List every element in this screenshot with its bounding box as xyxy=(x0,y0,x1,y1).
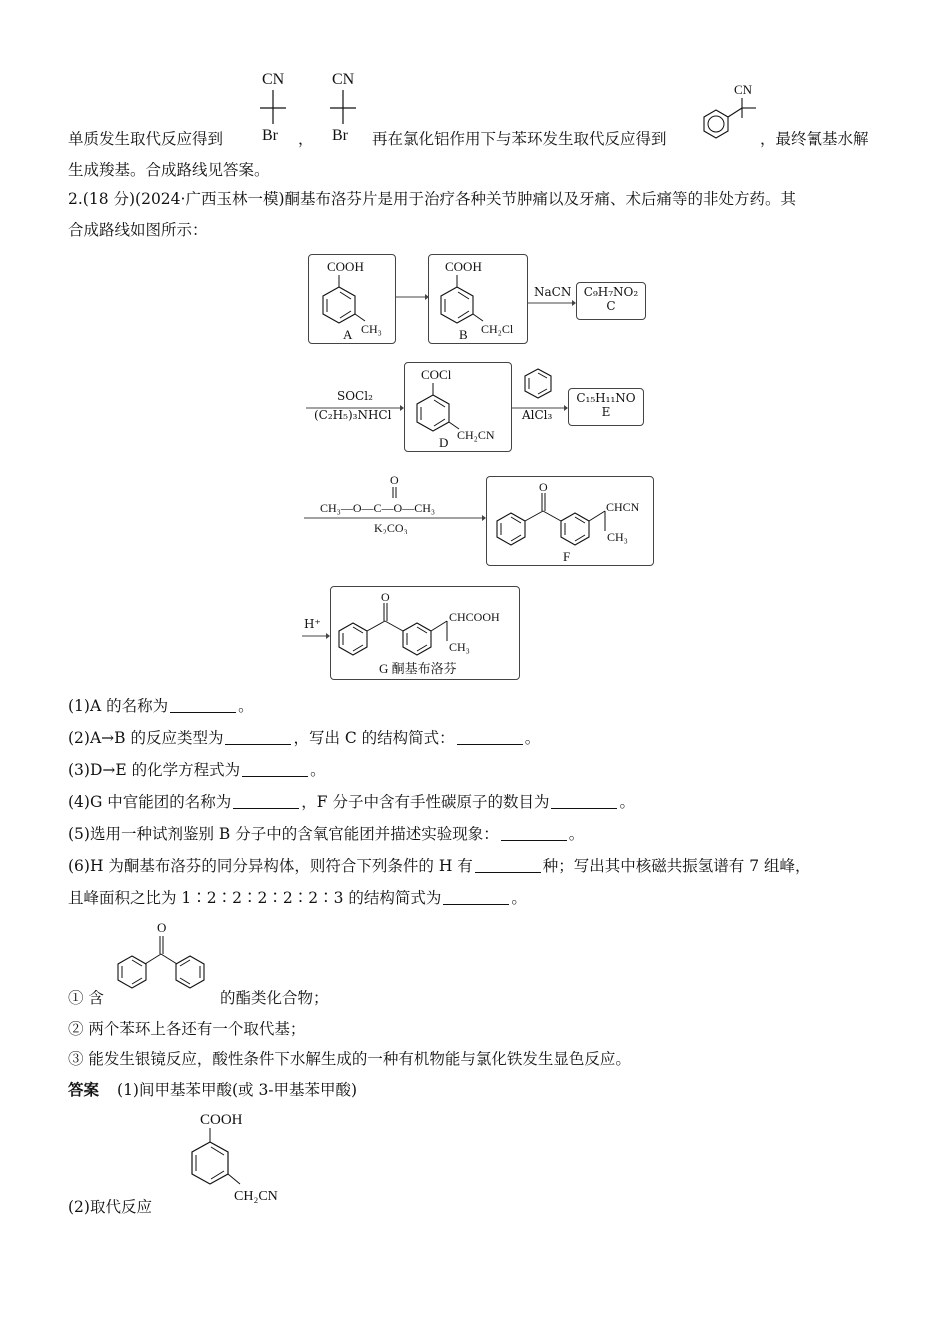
question-line-1: 2.(18 分)(2024·广西玉林一模)酮基布洛芬片是用于治疗各种关节肿痛以及牙痛、术后痛等的非处方药。其 xyxy=(68,190,797,208)
svg-text:COOH: COOH xyxy=(200,1112,243,1128)
compound-f-structure xyxy=(487,477,653,565)
compound-g-box xyxy=(330,586,520,680)
bromo-cyano-structure-2 xyxy=(318,66,368,146)
svg-text:F: F xyxy=(563,549,571,564)
svg-text:CN: CN xyxy=(734,82,753,97)
bromo-cyano-structure-1 xyxy=(248,66,298,146)
svg-text:CH₃: CH₃ xyxy=(607,530,628,544)
phenyl-cyano-structure xyxy=(700,80,760,142)
svg-text:G 酮基布洛芬: G 酮基布洛芬 xyxy=(379,661,457,676)
compound-e-formula: C₁₅H₁₁NO xyxy=(576,391,636,405)
svg-text:COOH: COOH xyxy=(327,259,364,274)
svg-text:CH₂Cl: CH₂Cl xyxy=(481,322,514,336)
subquestion-4: (4)G 中官能团的名称为 ，F 分子中含有手性碳原子的数目为 。 xyxy=(68,793,635,811)
reagent-h-plus: H⁺ xyxy=(304,617,321,631)
benzene-reagent-icon xyxy=(520,366,556,402)
arrow-e-f xyxy=(304,472,486,534)
answer-label: 答案 xyxy=(68,1080,100,1099)
condition-1-prefix: ① 含 xyxy=(68,989,104,1007)
svg-text:O: O xyxy=(381,590,390,604)
svg-text:COOH: COOH xyxy=(445,259,482,274)
answer-blank[interactable] xyxy=(457,730,523,745)
svg-text:CHCOOH: CHCOOH xyxy=(449,610,500,624)
svg-text:D: D xyxy=(439,435,449,450)
subquestion-2: (2)A→B 的反应类型为 ，写出 C 的结构简式： 。 xyxy=(68,729,541,747)
reagent-alcl3: AlCl₃ xyxy=(522,408,553,422)
subquestion-1: (1)A 的名称为 。 xyxy=(68,697,254,715)
answer-blank[interactable] xyxy=(551,794,617,809)
intro-line-1: 单质发生取代反应得到 xyxy=(68,130,224,148)
compound-f-box xyxy=(486,476,654,566)
intro-line-2: 生成羧基。合成路线见答案。 xyxy=(68,161,270,179)
answer-blank[interactable] xyxy=(242,762,308,777)
svg-text:B: B xyxy=(459,327,468,342)
arrow-a-b xyxy=(395,292,429,302)
cn-group-label: CN xyxy=(262,71,285,88)
intro-sep: ， xyxy=(298,130,314,148)
answer-c-structure xyxy=(180,1104,300,1208)
svg-text:CH₃: CH₃ xyxy=(449,640,470,654)
subquestion-6: (6)H 为酮基布洛芬的同分异构体，则符合下列条件的 H 有 种；写出其中核磁共振氢谱有 7 组峰， xyxy=(68,857,811,875)
svg-text:CHCN: CHCN xyxy=(606,500,640,514)
answer-blank[interactable] xyxy=(225,730,291,745)
svg-text:CH₃: CH₃ xyxy=(361,322,382,336)
reagent-nacn: NaCN xyxy=(534,285,572,299)
subquestion-3: (3)D→E 的化学方程式为 。 xyxy=(68,761,326,779)
answer-blank[interactable] xyxy=(170,698,236,713)
condition-2: ② 两个苯环上各还有一个取代基； xyxy=(68,1020,306,1038)
arrow-f-g xyxy=(302,631,330,641)
svg-text:O: O xyxy=(390,473,399,487)
svg-text:Br: Br xyxy=(332,127,348,144)
benzophenone-structure xyxy=(112,918,216,1006)
compound-e-label: E xyxy=(601,405,611,419)
compound-d-box xyxy=(404,362,512,452)
compound-c-label: C xyxy=(606,299,616,313)
br-group-label: Br xyxy=(262,127,278,144)
condition-3: ③ 能发生银镜反应，酸性条件下水解生成的一种有机物能与氯化铁发生显色反应。 xyxy=(68,1050,631,1068)
compound-c-box xyxy=(576,282,646,320)
compound-d-structure xyxy=(405,363,511,451)
svg-text:O: O xyxy=(539,480,548,494)
arrow-b-c xyxy=(528,298,576,308)
reagent-socl2: SOCl₂ xyxy=(337,389,373,403)
svg-text:CN: CN xyxy=(332,71,355,88)
compound-b-structure xyxy=(429,255,527,343)
svg-text:CH₃—O—C—O—CH₃: CH₃—O—C—O—CH₃ xyxy=(320,501,436,515)
svg-text:CH₂CN: CH₂CN xyxy=(457,428,495,442)
answer-line-1: 答案 (1)间甲基苯甲酸(或 3-甲基苯甲酸) xyxy=(68,1080,358,1099)
compound-a-structure xyxy=(309,255,395,343)
svg-text:O: O xyxy=(157,920,167,935)
answer-blank[interactable] xyxy=(233,794,299,809)
intro-line-1c: ，最终氰基水解 xyxy=(760,130,869,148)
compound-c-formula: C₉H₇NO₂ xyxy=(583,285,639,299)
reagent-amine-salt: (C₂H₅)₃NHCl xyxy=(314,408,392,422)
answer-blank[interactable] xyxy=(443,890,509,905)
answer-blank[interactable] xyxy=(475,858,541,873)
condition-1-suffix: 的酯类化合物； xyxy=(220,989,329,1007)
question-line-2: 合成路线如图所示： xyxy=(68,221,208,239)
svg-text:A: A xyxy=(343,327,353,342)
compound-a-box xyxy=(308,254,396,344)
svg-text:K₂CO₃: K₂CO₃ xyxy=(374,521,408,534)
svg-text:CH₂CN: CH₂CN xyxy=(234,1189,278,1204)
compound-b-box xyxy=(428,254,528,344)
intro-line-1b: 再在氯化铝作用下与苯环发生取代反应得到 xyxy=(372,130,667,148)
svg-text:COCl: COCl xyxy=(421,367,452,382)
answer-line-2: (2)取代反应 xyxy=(68,1198,152,1216)
answer-blank[interactable] xyxy=(501,826,567,841)
compound-e-box xyxy=(568,388,644,426)
compound-g-structure xyxy=(331,587,519,679)
subquestion-6-line-2: 且峰面积之比为 1∶2∶2∶2∶2∶2∶3 的结构简式为 。 xyxy=(68,889,527,907)
subquestion-5: (5)选用一种试剂鉴别 B 分子中的含氧官能团并描述实验现象： 。 xyxy=(68,825,585,843)
